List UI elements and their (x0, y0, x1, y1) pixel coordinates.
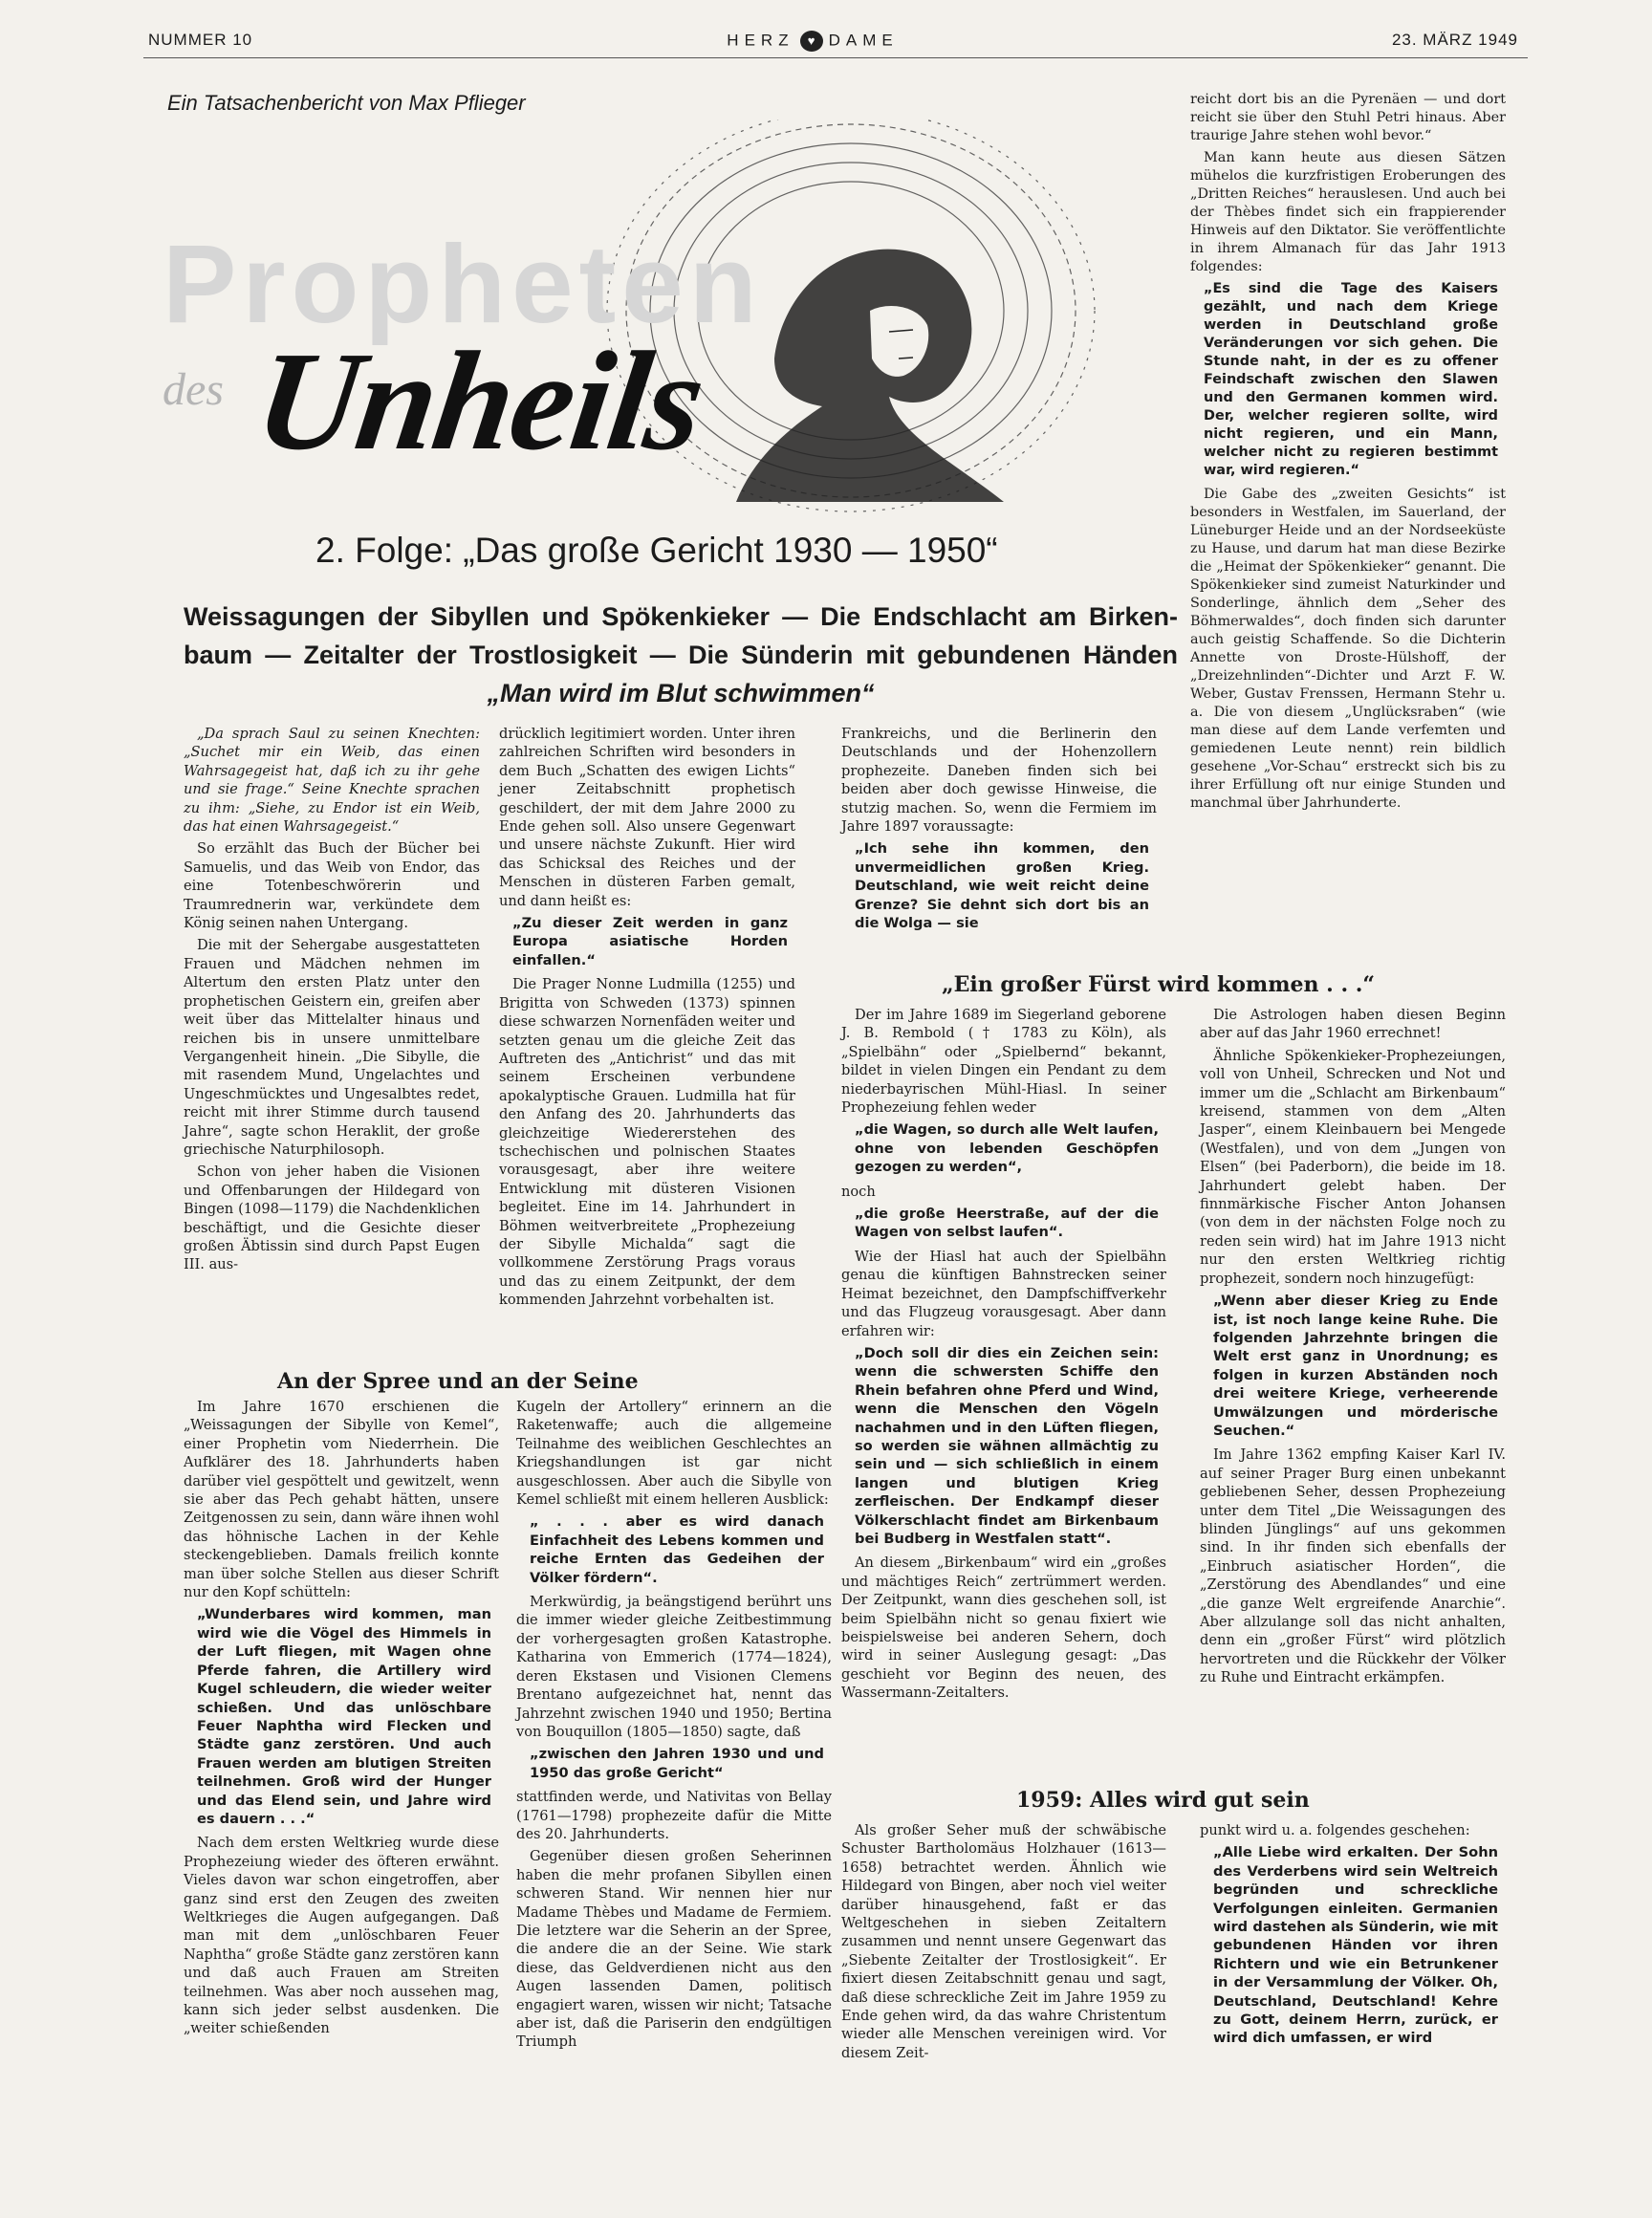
issue-date: 23. MÄRZ 1949 (1391, 31, 1518, 49)
subheadline-quote: „Man wird im Blut schwimmen“ (487, 679, 875, 707)
masthead-left: HERZ (727, 31, 794, 50)
quote: „Zu dieser Zeit werden in ganz Europa asiatische Horden einfallen.“ (512, 915, 788, 968)
paragraph: Als großer Seher muß der schwäbische Schuster Bartholomäus Holzhauer (1613—1658) betrachtet werden. Ähnlich wie Hildegard von Bingen, aber noch viel weiter darüber hinausgehend, faßt er das Weltgeschehen in sieben Zeitaltern zusammen und nennt unsere Gegenwart das „Siebente Zeitalter der Trostlosigkeit“. Er fixiert diesen Zeitabschnitt genau und sagt, daß diese schreckliche Zeit im Jahre 1959 zu Ende gehen wird, da das wahre Christentum wieder alle Menschen vereinigen wird. Vor diesem Zeit- (841, 1822, 1166, 2061)
quote: „die Wagen, so durch alle Welt laufen, ohne von lebenden Geschöpfen gezogen zu werden“, (855, 1121, 1159, 1176)
quote: „ . . . aber es wird danach Einfachheit des Lebens kommen und reiche Ernten das Gedeihen der Völker fördern“. (530, 1513, 824, 1586)
paragraph: reicht dort bis an die Pyrenäen — und dort reicht sie über den Stuhl Petri hinaus. Aber traurige Jahre stehen wohl bevor.“ (1190, 92, 1506, 143)
article-column-2 (499, 725, 795, 1314)
quote: „Doch soll dir dies ein Zeichen sein: wenn die schwersten Schiffe den Rhein befahren ohne Pferd und Wind, wenn die Menschen den Vögeln nachahmen und in den Lüften fliegen, so werden sie wähnen allmächtig zu sein und — sich schließlich in einem langen und blutigen Krieg zerfleischen. Der Endkampf dieser Völkerschlacht findet am Birkenbaum bei Budberg in Westfalen statt“. (855, 1344, 1159, 1547)
quote: „zwischen den Jahren 1930 und und 1950 das große Gericht“ (530, 1746, 824, 1781)
paragraph: Die Gabe des „zweiten Gesichts“ ist besonders in Westfalen, im Sauerland, der Lüneburger Heide und an der Nordseeküste zu Hause, und darum hat man diese Bezirke die „Heimat der Spökenkieker“ genannt. Die Spökenkieker sind zumeist Naturkinder und Sonderlinge, ähnlich dem „Seher des Böhmerwaldes“, doch finden sich darunter auch geistig Schaffende. So die Dichterin Annette von Droste-Hülshoff, der „Dreizehnlinden“-Dichter und Arzt F. W. Weber, Gustav Frenssen, Hermann Stehr u. a. Die von diesem „Unglücksraben“ (wie man diese auf dem Lande verfemten und gemiedenen Leute nennt) rein bildlich gesehene „Vor-Schau“ erstreckt sich bis zu ihrer Erfüllung oft nur einige Stunden und manchmal über Jahrhunderte. (1190, 487, 1506, 811)
paragraph: Der im Jahre 1689 im Siegerland geborene J. B. Rembold († 1783 zu Köln), als „Spielbähn“ oder „Spielbernd“ bekannt, bildet in vielen Dingen ein Pendant zu dem niederbayrischen Mühl-Hiasl. In seiner Prophezeiung fehlen weder (841, 1007, 1166, 1117)
article-column-7 (841, 1006, 1166, 1707)
title-small-word: des (163, 364, 224, 415)
paragraph: Die mit der Sehergabe ausgestatteten Frauen und Mädchen nehmen im Altertum den ersten Platz unter den prophetischen Geistern ein, greifen aber weit über das Mittelalter hinaus und reichen bis in unsere unmittelbare Vergangenheit hinein. „Die Sibylle, die mit rasendem Mund, Ungelachtes und Ungeschmücktes und Ungesalbtes redet, reicht mit ihrer Stimme durch tausend Jahre“, sagte schon Heraklit, der große griechische Naturphilosoph. (184, 937, 480, 1158)
article-column-10 (1200, 1821, 1506, 2054)
paragraph: Merkwürdig, ja beängstigend berührt uns die immer wieder gleiche Zeitbestimmung der vorhergesagten großen Katastrophe. Katharina von Emmerich (1774—1824), deren Ekstasen und Visionen Clemens Brentano aufgezeichnet hat, nennt das Jahrzehnt zwischen 1940 und 1950; Bertina von Bouquillon (1805—1850) sagte, daß (516, 1594, 832, 1740)
heart-logo-icon: ♥ (800, 31, 823, 52)
quote: „Wenn aber dieser Krieg zu Ende ist, ist noch lange keine Ruhe. Die folgenden Jahrzehnte bringen die Welt erst ganz in Unordnung; es folgen in kurzen Abständen noch drei weitere Kriege, verheerende Umwälzungen und mörderische Seuchen.“ (1213, 1293, 1498, 1439)
paragraph: Im Jahre 1670 erschienen die „Weissagungen der Sibylle von Kemel“, einer Prophetin vom Niederrhein. Die Aufklärer des 18. Jahrhunderts haben darüber viel gespöttelt und gewitzelt, wenn sie aber das Pech gehabt hätten, unsere Zeitgenossen zu sein, dann wäre ihnen wohl das höhnische Lachen in der Kehle steckengeblieben. Damals freilich konnte man über solche Stellen aus dieser Schrift nur den Kopf schütteln: (184, 1399, 499, 1601)
article-title: Unheils (247, 323, 712, 480)
masthead-right: DAME (828, 31, 899, 50)
paragraph: Wie der Hiasl hat auch der Spielbähn genau die künftigen Bahnstrecken seiner Heimat bezeichnet, den Dampfschiffverkehr und das Flugzeug vorausgesagt. Aber dann erfahren wir: (841, 1248, 1166, 1339)
subheadline-line-2: baum — Zeitalter der Trostlosigkeit — Die Sünderin mit gebundenen Händen (184, 641, 1178, 669)
title-illustration (163, 120, 1157, 540)
article-column-9 (841, 1821, 1166, 2066)
paragraph: Die Prager Nonne Ludmilla (1255) und Brigitta von Schweden (1373) spinnen diese schwarzen Nornenfäden weiter und setzten genau um die gleiche Zeit das Auftreten des „Antichrist“ und das mit seinem Erscheinen verbundene apokalyptische Grauen. Ludmilla hat für den Anfang des 20. Jahrhunderts das gleichzeitige Wiedererstehen des tschechischen und polnischen Staates vorausgesagt, aber ihre weitere Entwicklung mit düsteren Visionen begleitet. Eine im 14. Jahrhundert in Böhmen weitverbreitete „Prophezeiung der Sibylle Michalda“ sagt die vollkommene Zerstörung Prags voraus und das zu einem Zeitpunkt, der dem kommenden Jahrzehnt vorbehalten ist. (499, 976, 795, 1309)
paragraph: Gegenüber diesen großen Seherinnen haben die mehr profanen Sibyllen einen schweren Stand. Wir nennen hier nur Madame Thèbes und Madame de Fermiem. Die letztere war die Seherin an der Spree, die andere die an der Seine. Wie stark diese, das Geldverdienen nicht aus den Augen lassenden Damen, politisch engagiert waren, wissen wir nicht; Tatsache aber ist, daß die Pariserin den endgültigen Triumph (516, 1848, 832, 2051)
masthead (669, 31, 956, 52)
article-column-3 (841, 725, 1157, 938)
paragraph: stattfinden werde, und Nativitas von Bellay (1761—1798) prophezeite dafür die Mitte des 20. Jahrhunderts. (516, 1789, 832, 1842)
paragraph: drücklich legitimiert worden. Unter ihren zahlreichen Schriften wird besonders in dem Buch „Schatten des ewigen Lichts“ jener Zeitabschnitt prophetisch geschildert, der mit dem Jahre 2000 zu Ende gehen soll. Also unsere Gegenwart und unsere nächste Zukunft. Hier wird das Schicksal des Reiches und der Menschen in düsteren Farben gemalt, und dann heißt es: (499, 726, 795, 909)
article-column-5 (184, 1398, 499, 2042)
subheadline-line-1: Weissagungen der Sibyllen und Spökenkieker — Die Endschlacht am Birken- (184, 602, 1178, 631)
paragraph: So erzählt das Buch der Bücher bei Samuelis, und das Weib von Endor, das eine Totenbeschwörerin und Traumrednerin war, verkündete dem König seinen nahen Untergang. (184, 840, 480, 932)
quote: „Wunderbares wird kommen, man wird wie die Vögel des Himmels in der Luft fliegen, mit Wagen ohne Pferde fahren, die Artillery wird Kugel schleudern, die wieder weiter schießen. Und das unlöschbare Feuer Naphtha wird Flecken und Städte ganz zerstören. Und auch Frauen werden am blutigen Streiten teilnehmen. Groß wird der Hunger und das Elend sein, und Jahre wird es dauern . . .“ (197, 1606, 491, 1827)
paragraph: Nach dem ersten Weltkrieg wurde diese Prophezeiung wieder des öfteren erwähnt. Vieles davon war schon eingetroffen, aber ganz sind erst den Zeugen des zweiten Weltkrieges die Augen aufgegangen. Daß man mit dem „unlöschbaren Feuer Naphtha“ große Städte ganz zerstören kann und daß auch Frauen am Streiten teilnehmen. Was aber noch aussehen mag, kann sich jeder selbst ausdenken. Die „weiter schießenden (184, 1835, 499, 2037)
paragraph: punkt wird u. a. folgendes geschehen: (1200, 1822, 1470, 1838)
paragraph: An diesem „Birkenbaum“ wird ein „großes und mächtiges Reich“ zertrümmert werden. Der Zeitpunkt, wann dies geschehen soll, ist beim Spielbähn nicht so genau fixiert wie beispielsweise bei anderen Sehern, doch wird in seiner Auslegung gesagt: „Das geschieht vor Beginn des neuen, des Wassermann-Zeitalters. (841, 1555, 1166, 1702)
paragraph: Schon von jeher haben die Visionen und Offenbarungen der Hildegard von Bingen (1098—1179) die Nachdenklichen beschäftigt, und die Gesichte dieser großen Äbtissin sind durch Papst Eugen III. aus- (184, 1163, 480, 1273)
paragraph: Frankreichs, und die Berlinerin den Deutschlands und der Hohenzollern prophezeite. Daneben finden sich bei beiden aber doch gewisse Hinweise, die stutzig machen. So, wenn die Fermiem im Jahre 1897 voraussagte: (841, 726, 1157, 836)
paragraph: „Da sprach Saul zu seinen Knechten: „Suchet mir ein Weib, das einen Wahrsagegeist hat, daß ich zu ihr gehe und sie frage.“ Seine Knechte sprachen zu ihm: „Siehe, zu Endor ist ein Weib, das hat einen Wahrsagegeist.“ (184, 726, 480, 836)
section-heading-spree-seine: An der Spree und an der Seine (277, 1369, 639, 1394)
article-column-8 (1200, 1006, 1506, 1691)
paragraph: Ähnliche Spökenkieker-Prophezeiungen, voll von Unheil, Schrecken und Not und immer um die „Schlacht am Birkenbaum“ kreisend, stammen von dem „Alten Jasper“, einem Kleinbauern bei Mengede (Westfalen), und von dem „Jungen von Elsen“ (bei Paderborn), die beide im 18. Jahrhundert gelebt haben. Der finnmärkische Fischer Anton Johansen (von dem in der nächsten Folge noch zu reden sein wird) hat im Jahre 1913 nicht nur den ersten Weltkrieg richtig prophezeit, sondern noch hinzugefügt: (1200, 1047, 1506, 1287)
quote: „Es sind die Tage des Kaisers gezählt, und nach dem Kriege werden in Deutschland große Veränderungen vor sich gehen. Die Stunde naht, in der es zu offener Feindschaft zwischen den Slawen und den Germanen kommen wird. Der, welcher regieren sollte, wird nicht regieren, und ein Mann, welcher nicht zu regieren bestimmt war, wird regieren.“ (1204, 281, 1498, 478)
paragraph: Im Jahre 1362 empfing Kaiser Karl IV. auf seiner Prager Burg einen unbekannt gebliebenen Seher, dessen Prophezeiung unter dem Titel „Die Weissagungen des blinden Jünglings“ auf uns gekommen sind. In ihr finden sich ebenfalls der „Einbruch asiatischer Horden“, die „Zerstörung des Abendlandes“ und eine „die ganze Welt ergreifende Anarchie“. Aber allzulange soll das nicht anhalten, denn ein „großer Fürst“ wird plötzlich hervortreten und die Rückkehr der Völker zu Ruhe und Eintracht erkämpfen. (1200, 1446, 1506, 1686)
article-column-4 (1190, 91, 1506, 816)
quote: „Alle Liebe wird erkalten. Der Sohn des Verderbens wird sein Weltreich begründen und schreckliche Verfolgungen einleiten. Germanien wird dastehen als Sünderin, wie mit gebundenen Händen vor ihren Richtern und wie ein Betrunkener in der Versammlung der Völker. Oh, Deutschland, Deutschland! Kehre zu Gott, deinem Herrn, zurück, er wird dich umfassen, er wird (1213, 1844, 1498, 2047)
title-ghost-word: Propheten (163, 222, 763, 346)
quote: „die große Heerstraße, auf der die Wagen von selbst laufen“. (855, 1206, 1159, 1241)
section-heading-1959: 1959: Alles wird gut sein (1016, 1788, 1310, 1813)
paragraph: Man kann heute aus diesen Sätzen mühelos die kurzfristigen Eroberungen des „Dritten Reiches“ herauslesen. Und auch bei der Thèbes findet sich ein frappierender Hinweis auf den Diktator. Sie veröffentlichte in ihrem Almanach für das Jahr 1913 folgendes: (1190, 150, 1506, 274)
article-column-6 (516, 1398, 832, 2055)
header-rule (143, 57, 1528, 58)
section-heading-fuerst: „Ein großer Fürst wird kommen . . .“ (942, 972, 1376, 997)
issue-number: NUMMER 10 (148, 31, 253, 49)
article-column-1 (184, 725, 480, 1278)
paragraph: Die Astrologen haben diesen Beginn aber auf das Jahr 1960 errechnet! (1200, 1007, 1506, 1042)
paragraph: noch (841, 1183, 876, 1200)
paragraph: Kugeln der Artollery“ erinnern an die Raketenwaffe; auch die allgemeine Teilnahme des weiblichen Geschlechtes an Kriegshandlungen ist gar nicht ausgeschlossen. Aber auch die Sibylle von Kemel schließt mit einem helleren Ausblick: (516, 1399, 832, 1509)
byline: Ein Tatsachenbericht von Max Pflieger (167, 91, 526, 115)
episode-title: 2. Folge: „Das große Gericht 1930 — 1950“ (315, 531, 998, 570)
quote: „Ich sehe ihn kommen, den unvermeidlichen großen Krieg. Deutschland, wie weit reicht deine Grenze? Sie dehnt sich dort bis an die Wolga — sie (855, 840, 1149, 932)
